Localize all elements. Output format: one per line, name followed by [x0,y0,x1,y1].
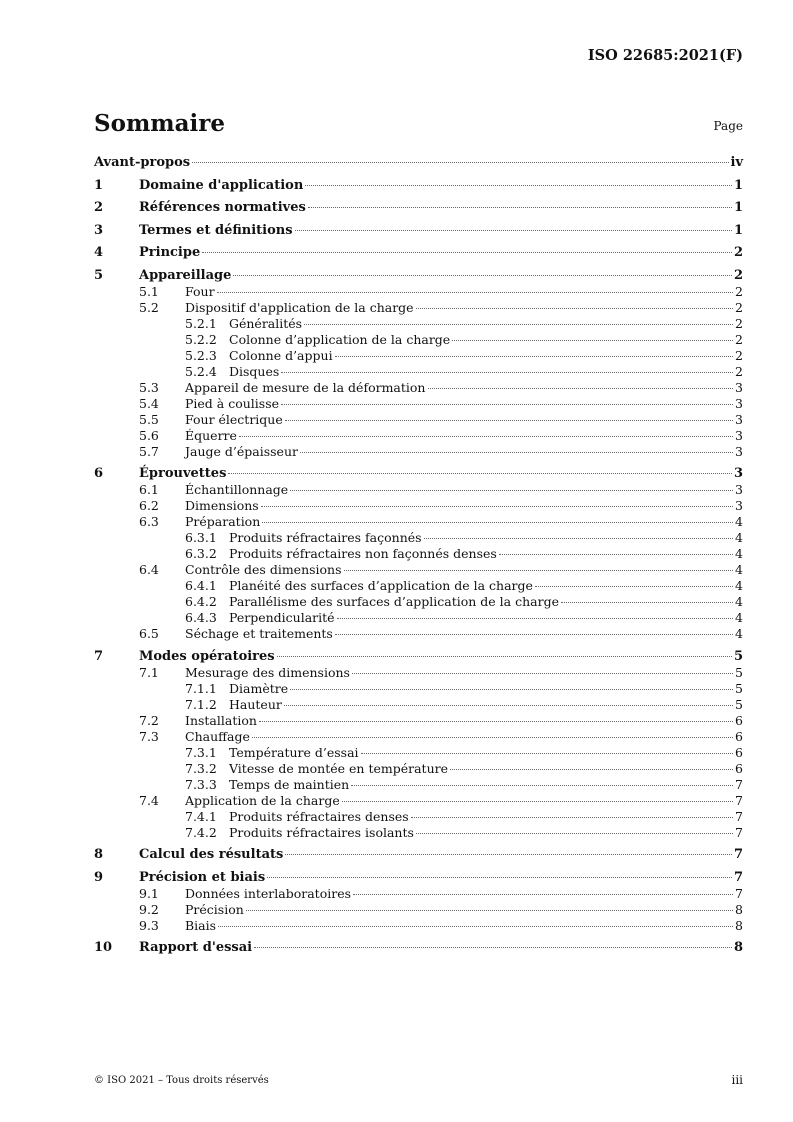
toc-entry-page: 7 [733,847,743,862]
toc-entry-number: 5 [94,267,104,283]
toc-entry-label[interactable]: Produits réfractaires denses [229,808,409,824]
toc-entry-number: 7.3 [139,728,159,744]
toc-entry-label[interactable]: Colonne d’appui [229,347,333,363]
toc-entry-label[interactable]: Contrôle des dimensions [185,562,342,577]
toc-entry-label[interactable]: Appareil de mesure de la déformation [185,379,426,395]
toc-entry-number: 6.5 [139,626,159,641]
toc-entry-label[interactable]: Application de la charge [185,792,340,808]
toc-entry-number: 5.6 [139,427,159,443]
toc-dot-leader [452,340,733,341]
toc-dot-leader [535,586,733,587]
toc-entry-label[interactable]: Termes et définitions [139,222,293,238]
toc-entry-page: 6 [735,744,743,760]
standard-reference: ISO 22685:2021(F) [587,47,743,64]
toc-entry[interactable] [94,578,743,594]
toc-dot-leader [353,894,733,895]
toc-entry-label[interactable]: Préparation [185,514,261,529]
toc-entry-label[interactable]: Four [185,283,215,299]
toc-entry-page: 5 [733,648,743,664]
toc-entry-page: 3 [735,395,743,411]
toc-entry-page: 3 [735,411,743,427]
toc-entry[interactable] [94,665,743,681]
toc-entry-number: 10 [94,940,113,955]
toc-dot-leader [351,785,733,786]
toc-entry[interactable] [94,300,743,316]
toc-entry-page: 4 [735,610,743,625]
toc-entry[interactable] [94,268,743,284]
toc-entry-label[interactable]: Appareillage [139,267,232,283]
toc-entry-page: 2 [735,283,743,299]
toc-dot-leader [217,292,734,293]
toc-entry-label[interactable]: Disques [229,363,280,379]
toc-entry-number: 5.1 [139,283,159,299]
toc-entry[interactable] [94,825,743,841]
toc-dot-leader [361,753,734,754]
toc-dot-leader [267,877,732,878]
toc-entry-number: 5.7 [139,443,159,459]
toc-entry[interactable] [94,713,743,729]
toc-entry-label[interactable]: Perpendicularité [229,610,335,625]
toc-entry-page: 4 [735,562,743,577]
toc-entry-number: 5.2 [139,299,159,315]
toc-entry-page: 3 [735,482,743,497]
toc-entry-page: 3 [733,466,743,481]
toc-entry[interactable] [94,155,743,171]
toc-entry-label[interactable]: Références normatives [139,200,306,215]
toc-dot-leader [202,252,732,253]
toc-entry-number: 7.3.2 [185,760,217,776]
toc-entry-page: 6 [735,712,743,728]
toc-entry-number: 6.1 [139,482,159,497]
toc-entry-page: 7 [733,869,743,885]
toc-entry-page: 6 [735,728,743,744]
toc-entry-number: 6.2 [139,498,159,513]
toc-dot-leader [561,602,733,603]
page-number: iii [731,1073,743,1087]
toc-entry-page: 4 [735,626,743,641]
toc-entry[interactable] [94,918,743,934]
toc-entry-number: 7.1 [139,664,159,680]
toc-entry[interactable] [94,546,743,562]
toc-entry[interactable] [94,223,743,239]
toc-entry-label[interactable]: Installation [185,712,257,728]
toc-entry-number: 6.3 [139,514,159,529]
toc-dot-leader [228,473,732,474]
toc-entry-label[interactable]: Domaine d'application [139,177,304,193]
toc-dot-leader [259,721,733,722]
toc-dot-leader [290,689,733,690]
toc-entry-page: 8 [735,917,743,933]
toc-entry[interactable] [94,364,743,380]
page-column-label: Page [713,119,743,133]
toc-dot-leader [300,452,733,453]
toc-entry-number: 7.1.2 [185,696,217,712]
toc-entry[interactable] [94,649,743,665]
toc-entry-page: 3 [735,427,743,443]
toc-entry[interactable] [94,594,743,610]
toc-entry-page: 8 [733,940,743,955]
toc-entry-label[interactable]: Dispositif d'application de la charge [185,299,414,315]
toc-entry[interactable] [94,245,743,261]
toc-entry[interactable] [94,178,743,194]
toc-entry-page: iv [730,155,743,170]
toc-entry-label[interactable]: Diamètre [229,680,289,696]
toc-entry-page: 2 [733,267,743,283]
toc-entry[interactable] [94,482,743,498]
toc-dot-leader [450,769,733,770]
toc-entry-page: 2 [733,245,743,260]
toc-entry-page: 2 [735,347,743,363]
toc-entry-number: 7.4.2 [185,824,217,840]
toc-entry-label[interactable]: Échantillonnage [185,482,289,497]
toc-entry[interactable] [94,777,743,793]
toc-entry[interactable] [94,200,743,216]
toc-entry-page: 7 [735,776,743,792]
toc-entry-label[interactable]: Précision [185,901,244,917]
toc-dot-leader [233,275,732,276]
toc-entry-label[interactable]: Vitesse de montée en température [229,760,448,776]
toc-entry-page: 6 [735,760,743,776]
toc-entry-label[interactable]: Produits réfractaires non façonnés denses [229,546,497,561]
toc-entry-page: 2 [735,299,743,315]
toc-entry[interactable] [94,562,743,578]
toc-entry-label[interactable]: Modes opératoires [139,648,275,664]
toc-entry-number: 9.2 [139,901,159,917]
toc-dot-leader [246,910,733,911]
toc-entry[interactable] [94,681,743,697]
toc-dot-leader [308,207,732,208]
toc-entry-number: 5.2.4 [185,363,217,379]
toc-entry-number: 7.1.1 [185,680,217,696]
toc-entry-label[interactable]: Chauffage [185,728,250,744]
toc-entry-page: 4 [735,578,743,593]
toc-entry-number: 6 [94,466,104,481]
toc-entry-number: 5.2.1 [185,315,217,331]
toc-entry-label[interactable]: Mesurage des dimensions [185,664,350,680]
toc-dot-leader [411,817,733,818]
toc-entry-page: 2 [735,315,743,331]
toc-dot-leader [285,420,733,421]
copyright-notice: © ISO 2021 – Tous droits réservés [94,1075,269,1086]
toc-entry[interactable] [94,697,743,713]
toc-entry-label[interactable]: Dimensions [185,498,259,513]
toc-entry[interactable] [94,809,743,825]
toc-entry-label[interactable]: Rapport d'essai [139,940,253,955]
toc-entry-page: 3 [735,379,743,395]
toc-entry-number: 9 [94,869,104,885]
toc-dot-leader [305,185,732,186]
toc-entry-page: 4 [735,594,743,609]
toc-entry-number: 1 [94,177,104,193]
toc-entry-label[interactable]: Avant-propos [94,155,191,170]
toc-dot-leader [239,436,733,437]
toc-entry-label[interactable]: Pied à coulisse [185,395,280,411]
toc-entry[interactable] [94,498,743,514]
toc-entry[interactable] [94,514,743,530]
toc-dot-leader [428,388,734,389]
toc-entry-number: 8 [94,847,104,862]
toc-entry-label[interactable]: Éprouvettes [139,466,227,481]
toc-entry-number: 9.1 [139,885,159,901]
toc-entry-page: 1 [733,177,743,193]
toc-dot-leader [335,634,733,635]
toc-entry-page: 5 [735,664,743,680]
toc-entry-label[interactable]: Produits réfractaires façonnés [229,530,422,545]
toc-entry[interactable] [94,761,743,777]
toc-entry-page: 3 [735,498,743,513]
toc-entry-page: 7 [735,792,743,808]
toc-dot-leader [344,570,734,571]
toc-entry-number: 5.4 [139,395,159,411]
toc-entry-number: 6.3.1 [185,530,217,545]
toc-entry-number: 7.2 [139,712,159,728]
toc-entry-label[interactable]: Produits réfractaires isolants [229,824,414,840]
toc-entry[interactable] [94,348,743,364]
toc-entry-page: 2 [735,331,743,347]
toc-entry-number: 6.4.3 [185,610,217,625]
toc-entry[interactable] [94,870,743,886]
page-title: Sommaire [94,110,226,137]
toc-entry-number: 9.3 [139,917,159,933]
toc-dot-leader [252,737,733,738]
toc-entry-label[interactable]: Four électrique [185,411,283,427]
toc-entry[interactable] [94,412,743,428]
toc-entry-number: 3 [94,222,104,238]
toc-dot-leader [262,522,733,523]
toc-entry-label[interactable]: Calcul des résultats [139,847,284,862]
toc-dot-leader [342,801,733,802]
toc-dot-leader [352,673,733,674]
toc-entry-page: 4 [735,546,743,561]
toc-dot-leader [416,308,733,309]
toc-entry[interactable] [94,886,743,902]
toc-entry-page: 1 [733,200,743,215]
toc-entry-label[interactable]: Précision et biais [139,869,266,885]
toc-entry-label[interactable]: Séchage et traitements [185,626,333,641]
toc-dot-leader [290,490,733,491]
toc-entry-label[interactable]: Équerre [185,427,237,443]
toc-entry-number: 7.4 [139,792,159,808]
toc-entry-label[interactable]: Biais [185,917,217,933]
toc-dot-leader [192,162,728,163]
toc-entry[interactable] [94,745,743,761]
toc-dot-leader [295,230,732,231]
toc-entry-label[interactable]: Données interlaboratoires [185,885,352,901]
toc-entry[interactable] [94,444,743,460]
toc-entry-number: 7.3.3 [185,776,217,792]
toc-dot-leader [337,618,733,619]
toc-entry-label[interactable]: Temps de maintien [229,776,350,792]
toc-dot-leader [277,656,732,657]
toc-entry-number: 5.2.2 [185,331,217,347]
toc-entry[interactable] [94,847,743,863]
toc-entry-label[interactable]: Principe [139,245,201,260]
toc-dot-leader [218,926,733,927]
toc-dot-leader [335,356,733,357]
toc-entry-number: 5.5 [139,411,159,427]
toc-entry-page: 7 [735,885,743,901]
toc-entry[interactable] [94,396,743,412]
table-of-contents [94,155,743,956]
toc-entry[interactable] [94,940,743,956]
toc-entry-number: 6.4.2 [185,594,217,609]
toc-entry-label[interactable]: Température d’essai [229,744,359,760]
toc-dot-leader [261,506,733,507]
toc-entry-number: 7.3.1 [185,744,217,760]
toc-entry-number: 4 [94,245,104,260]
toc-entry-label[interactable]: Jauge d’épaisseur [185,443,298,459]
toc-entry-page: 4 [735,514,743,529]
toc-dot-leader [281,404,733,405]
toc-entry[interactable] [94,610,743,626]
toc-entry-number: 5.3 [139,379,159,395]
toc-entry[interactable] [94,902,743,918]
toc-entry[interactable] [94,284,743,300]
toc-dot-leader [285,854,732,855]
toc-dot-leader [416,833,733,834]
toc-dot-leader [284,705,733,706]
toc-entry[interactable] [94,428,743,444]
toc-entry-label[interactable]: Parallélisme des surfaces d’application de la charge [229,594,559,609]
toc-entry-page: 7 [735,824,743,840]
toc-entry[interactable] [94,729,743,745]
toc-entry-page: 5 [735,696,743,712]
toc-entry-page: 3 [735,443,743,459]
toc-entry-label[interactable]: Généralités [229,315,303,331]
toc-entry-label[interactable]: Colonne d’application de la charge [229,331,451,347]
toc-entry-page: 8 [735,901,743,917]
toc-entry-label[interactable]: Hauteur [229,696,282,712]
toc-entry-label[interactable]: Planéité des surfaces d’application de la charge [229,578,533,593]
toc-entry-page: 5 [735,680,743,696]
toc-entry-page: 7 [735,808,743,824]
toc-entry[interactable] [94,793,743,809]
toc-dot-leader [281,372,733,373]
toc-dot-leader [424,538,733,539]
toc-entry-page: 1 [733,222,743,238]
toc-entry[interactable] [94,626,743,642]
toc-entry[interactable] [94,332,743,348]
toc-entry[interactable] [94,466,743,482]
toc-entry-number: 6.4 [139,562,159,577]
toc-entry-page: 4 [735,530,743,545]
toc-entry[interactable] [94,316,743,332]
toc-entry-number: 2 [94,200,104,215]
toc-entry-number: 5.2.3 [185,347,217,363]
toc-entry[interactable] [94,380,743,396]
toc-dot-leader [499,554,733,555]
toc-entry-number: 7 [94,648,104,664]
toc-entry-page: 2 [735,363,743,379]
toc-dot-leader [304,324,733,325]
toc-entry-number: 7.4.1 [185,808,217,824]
toc-dot-leader [254,947,732,948]
toc-entry-number: 6.3.2 [185,546,217,561]
toc-entry-number: 6.4.1 [185,578,217,593]
toc-entry[interactable] [94,530,743,546]
